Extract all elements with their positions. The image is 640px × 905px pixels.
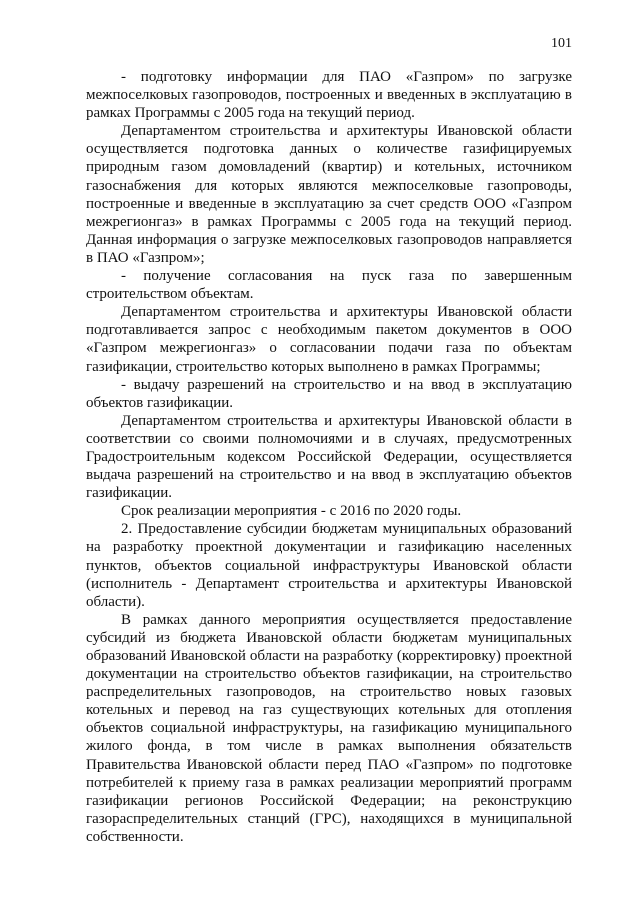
paragraph-gazprom-info: - подготовку информации для ПАО «Газпром» по загрузке межпоселковых газопроводов, построенных и введенных в эксплуатацию в рамках Программы с 2005 года на текущий период. xyxy=(86,69,572,122)
paragraph-department-request: Департаментом строительства и архитектуры Ивановской области подготавливается запрос с необходимым пакетом документов в ООО «Газпром межрегионгаз» о согласовании подачи газа по объектам газификации, строительство которых выполнено в рамках Программы; xyxy=(86,304,572,375)
paragraph-term: Срок реализации мероприятия - с 2016 по 2020 годы. xyxy=(121,503,462,520)
paragraph-subsidy-details: В рамках данного мероприятия осуществляется предоставление субсидий из бюджета Ивановской области бюджетам муниципальных образований Ивановской области на разработку (корректировку) проектной документации на строительство объектов газификации, на строительство распределительных газопроводов, на строительство новых газовых котельных и перевод на газ существующих котельных для отопления объектов социальной инфраструктуры, на газификацию муниципального жилого фонда, в том числе в рамках выполнения обязательств Правительства Ивановской области перед ПАО «Газпром» по подготовке потребителей к приему газа в рамках реализации мероприятий программ газификации регионов Российской Федерации; на реконструкцию газораспределительных станций (ГРС), находящихся в муниципальной собственности. xyxy=(86,611,572,845)
paragraph-department-data: Департаментом строительства и архитектуры Ивановской области осуществляется подготовка данных о количестве газифицируемых природным газом домовладений (квартир) и котельных, источником газоснабжения для которых являются межпоселковые газопроводы, построенные и введенные в эксплуатацию за счет средств ООО «Газпром межрегионгаз» в рамках Программы с 2005 года на текущий период. Данная информация о загрузке межпоселковых газопроводов направляется в ПАО «Газпром»; xyxy=(86,123,572,266)
paragraph-department-permits: Департаментом строительства и архитектуры Ивановской области в соответствии со своими полномочиями и в случаях, предусмотренных Градостроительным кодексом Российской Федерации, осуществляется выдача разрешений на строительство и на ввод в эксплуатацию объектов газификации. xyxy=(86,412,572,502)
paragraph-permits: - выдачу разрешений на строительство и на ввод в эксплуатацию объектов газификации. xyxy=(86,376,572,411)
page-number: 101 xyxy=(551,36,572,51)
paragraph-subsidy-heading: 2. Предоставление субсидии бюджетам муниципальных образований на разработку проектной документации и газификацию населенных пунктов, объектов социальной инфраструктуры Ивановской области (исполнитель - Департамент строительства и архитектуры Ивановской области). xyxy=(86,521,572,610)
document-body xyxy=(86,68,572,846)
paragraph-gas-approval: - получение согласования на пуск газа по завершенным строительством объектам. xyxy=(86,268,572,303)
